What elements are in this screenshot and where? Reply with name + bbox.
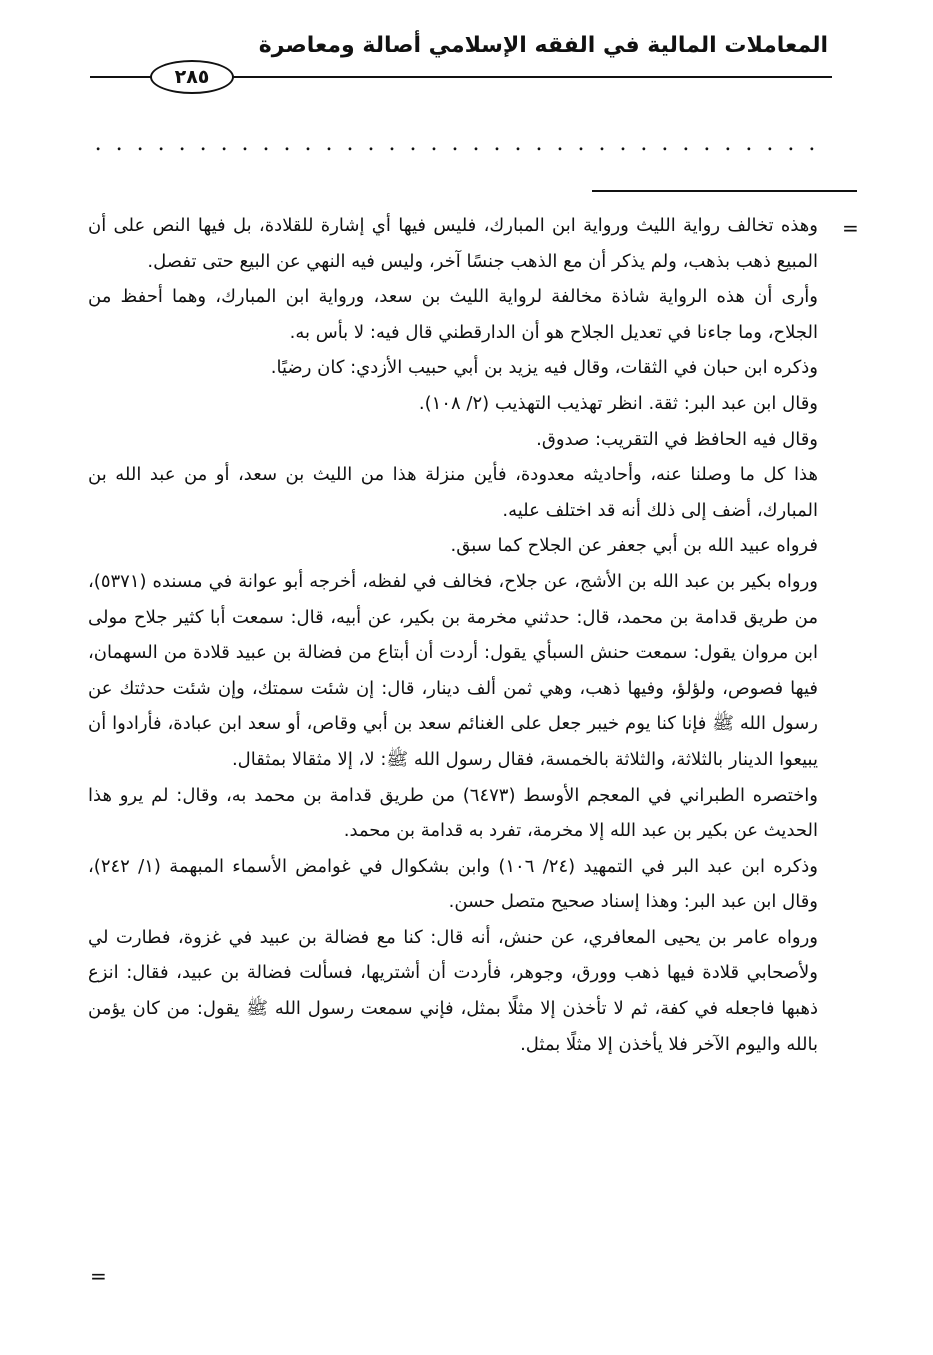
dotted-separator: ................................... (94, 134, 830, 154)
continuation-mark-top: = (842, 216, 859, 240)
paragraph: ورواه بكير بن عبد الله بن الأشج، عن جلاح، فخالف في لفظه، أخرجه أبو عوانة في مسنده (٥٣٧١)، من طريق قدامة بن محمد، قال: حدثني مخرمة بن بكير، عن أبيه، قال: سمعت أبا كثير جلاح مولى ابن مروان يقول: سمعت حنش السبأي يقول: أردت أن أبتاع من فضالة بن عبيد قلادة من السهمان، فيها فصوص، ولؤلؤ، وفيها ذهب، وهي ثمن ألف دينار، قال: إن شئت سمتك، وإن شئت حدثتك عن رسول الله ﷺ فإنا كنا يوم خيبر جعل على الغنائم سعد بن أبي وقاص، أو سعد ابن عبادة، فأرادوا أن يبيعوا الدينار بالثلاثة، والثلاثة بالخمسة، فقال رسول الله ﷺ: لا، إلا مثقالا بمثقال. (88, 570, 818, 770)
running-header-title: المعاملات المالية في الفقه الإسلامي أصالة ومعاصرة (258, 33, 828, 58)
paragraph: وذكره ابن حبان في الثقات، وقال فيه يزيد بن أبي حبيب الأزدي: كان رضيًا. (270, 357, 818, 379)
continuation-mark-bottom: = (90, 1264, 107, 1288)
paragraph: وقال فيه الحافظ في التقريب: صدوق. (536, 428, 818, 450)
paragraph: هذا كل ما وصلنا عنه، وأحاديثه معدودة، فأين منزلة هذا من الليث بن سعد، أو من عبد الله بن المبارك، أضف إلى ذلك أنه قد اختلف عليه. (88, 464, 818, 521)
paragraph: وأرى أن هذه الرواية شاذة مخالفة لرواية الليث بن سعد، ورواية ابن المبارك، وهما أحفظ من الجلاح، وما جاءنا في تعديل الجلاح هو أن الدارقطني قال فيه: لا بأس به. (88, 286, 818, 343)
footnote-body (88, 208, 818, 1062)
page-number-badge: ٢٨٥ (150, 60, 234, 94)
paragraph: وقال ابن عبد البر: ثقة. انظر تهذيب التهذيب (٢/ ١٠٨). (418, 392, 818, 414)
paragraph: وهذه تخالف رواية الليث ورواية ابن المبارك، فليس فيها أي إشارة للقلادة، بل فيها النص على أن المبيع ذهب بذهب، ولم يذكر أن مع الذهب جنسًا آخر، وليس فيه النهي عن البيع حتى تفصل. (88, 215, 818, 272)
paragraph: وذكره ابن عبد البر في التمهيد (٢٤/ ١٠٦) وابن بشكوال في غوامض الأسماء المبهمة (١/ ٢٤٢)، وقال ابن عبد البر: وهذا إسناد صحيح متصل حسن. (88, 855, 819, 913)
footnote-rule (592, 190, 857, 192)
paragraph: فرواه عبيد الله بن أبي جعفر عن الجلاح كما سبق. (450, 535, 818, 557)
paragraph: ورواه عامر بن يحيى المعافري، عن حنش، أنه قال: كنا مع فضالة بن عبيد في غزوة، فطارت لي ولأصحابي قلادة فيها ذهب وورق، وجوهر، فأردت أن أشتريها، فسألت فضالة بن عبيد، فقال: انزع ذهبها فاجعله في كفة، ثم لا تأخذن إلا مثلًا بمثل، فإني سمعت رسول الله ﷺ يقول: من كان يؤمن بالله واليوم الآخر فلا يأخذن إلا مثلًا بمثل. (88, 926, 818, 1055)
paragraph: واختصره الطبراني في المعجم الأوسط (٦٤٧٣) من طريق قدامة بن محمد به، وقال: لم يرو هذا الحديث عن بكير بن عبد الله إلا مخرمة، تفرد به قدامة بن محمد. (88, 784, 818, 842)
